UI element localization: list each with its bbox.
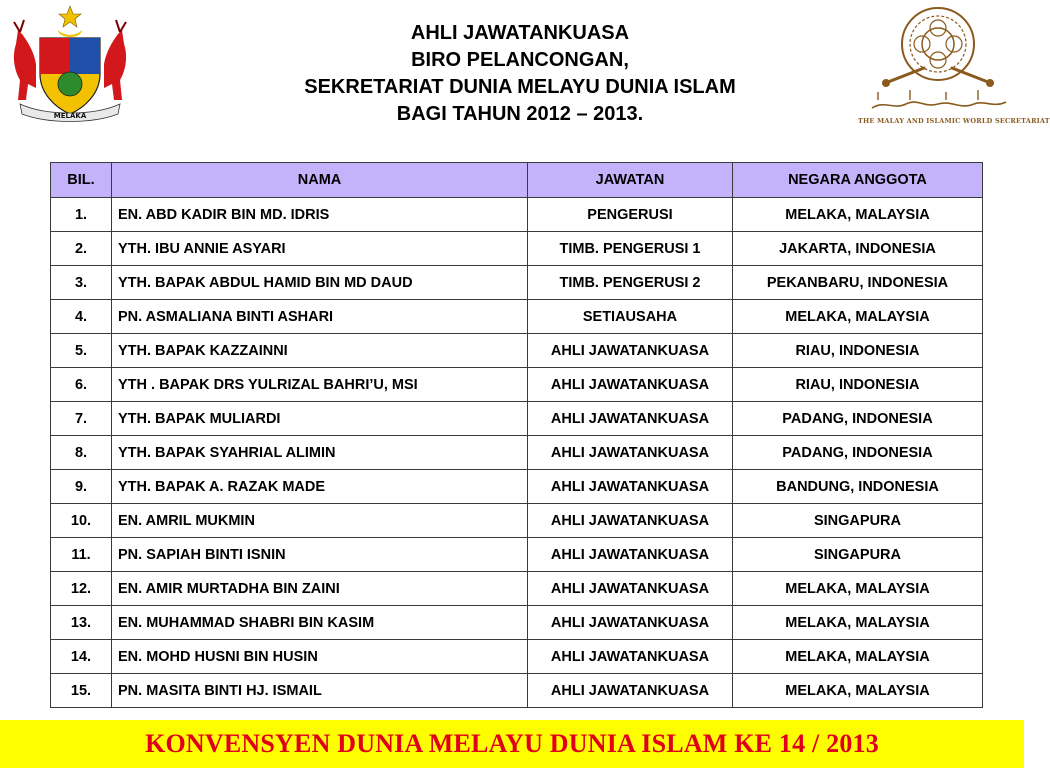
cell-negara: SINGAPURA — [733, 538, 983, 572]
cell-negara: JAKARTA, INDONESIA — [733, 232, 983, 266]
table-row — [51, 572, 983, 606]
cell-negara: BANDUNG, INDONESIA — [733, 470, 983, 504]
table-row — [51, 368, 983, 402]
cell-negara: MELAKA, MALAYSIA — [733, 198, 983, 232]
table-row — [51, 198, 983, 232]
cell-jawatan: AHLI JAWATANKUASA — [528, 504, 733, 538]
title-line-3: SEKRETARIAT DUNIA MELAYU DUNIA ISLAM — [304, 76, 736, 98]
footer-text: KONVENSYEN DUNIA MELAYU DUNIA ISLAM KE 14 / 2013 — [145, 729, 879, 758]
cell-nama: YTH. BAPAK ABDUL HAMID BIN MD DAUD — [112, 266, 528, 300]
cell-jawatan: AHLI JAWATANKUASA — [528, 334, 733, 368]
cell-negara: MELAKA, MALAYSIA — [733, 300, 983, 334]
cell-nama: YTH. BAPAK MULIARDI — [112, 402, 528, 436]
cell-nama: EN. MOHD HUSNI BIN HUSIN — [112, 640, 528, 674]
cell-nama: YTH. BAPAK A. RAZAK MADE — [112, 470, 528, 504]
cell-bil: 3. — [51, 266, 112, 300]
table-row — [51, 606, 983, 640]
column-header-bil: BIL. — [51, 163, 112, 198]
cell-jawatan: TIMB. PENGERUSI 2 — [528, 266, 733, 300]
table-row — [51, 640, 983, 674]
cell-jawatan: AHLI JAWATANKUASA — [528, 368, 733, 402]
cell-nama: EN. ABD KADIR BIN MD. IDRIS — [112, 198, 528, 232]
dmdi-secretariat-logo-icon — [858, 4, 1050, 128]
committee-members-table — [50, 162, 983, 708]
cell-nama: PN. ASMALIANA BINTI ASHARI — [112, 300, 528, 334]
cell-jawatan: AHLI JAWATANKUASA — [528, 572, 733, 606]
cell-bil: 9. — [51, 470, 112, 504]
table-row — [51, 402, 983, 436]
column-header-negara-anggota: NEGARA ANGGOTA — [733, 163, 983, 198]
cell-jawatan: AHLI JAWATANKUASA — [528, 538, 733, 572]
table-row — [51, 674, 983, 708]
cell-jawatan: AHLI JAWATANKUASA — [528, 674, 733, 708]
cell-nama: EN. MUHAMMAD SHABRI BIN KASIM — [112, 606, 528, 640]
column-header-nama: NAMA — [112, 163, 528, 198]
cell-jawatan: TIMB. PENGERUSI 1 — [528, 232, 733, 266]
table-row — [51, 504, 983, 538]
cell-nama: YTH . BAPAK DRS YULRIZAL BAHRI’U, MSI — [112, 368, 528, 402]
cell-negara: MELAKA, MALAYSIA — [733, 674, 983, 708]
title-line-1: AHLI JAWATANKUASA — [410, 22, 630, 44]
cell-jawatan: AHLI JAWATANKUASA — [528, 606, 733, 640]
table-row — [51, 538, 983, 572]
cell-negara: MELAKA, MALAYSIA — [733, 572, 983, 606]
cell-nama: YTH. BAPAK KAZZAINNI — [112, 334, 528, 368]
cell-bil: 4. — [51, 300, 112, 334]
logo-caption: THE MALAY AND ISLAMIC WORLD SECRETARIAT — [858, 117, 1050, 125]
cell-jawatan: AHLI JAWATANKUASA — [528, 402, 733, 436]
cell-nama: YTH. BAPAK SYAHRIAL ALIMIN — [112, 436, 528, 470]
title-line-4: BAGI TAHUN 2012 – 2013. — [396, 103, 644, 125]
cell-bil: 5. — [51, 334, 112, 368]
cell-bil: 10. — [51, 504, 112, 538]
cell-nama: EN. AMIR MURTADHA BIN ZAINI — [112, 572, 528, 606]
page-title — [220, 20, 820, 128]
table-row — [51, 470, 983, 504]
cell-nama: PN. MASITA BINTI HJ. ISMAIL — [112, 674, 528, 708]
title-line-2: BIRO PELANCONGAN, — [411, 49, 629, 71]
cell-bil: 7. — [51, 402, 112, 436]
cell-negara: RIAU, INDONESIA — [733, 334, 983, 368]
cell-bil: 14. — [51, 640, 112, 674]
cell-bil: 13. — [51, 606, 112, 640]
cell-bil: 6. — [51, 368, 112, 402]
column-header-jawatan: JAWATAN — [528, 163, 733, 198]
table-row — [51, 266, 983, 300]
cell-bil: 15. — [51, 674, 112, 708]
cell-negara: PEKANBARU, INDONESIA — [733, 266, 983, 300]
cell-negara: MELAKA, MALAYSIA — [733, 606, 983, 640]
cell-nama: YTH. IBU ANNIE ASYARI — [112, 232, 528, 266]
cell-bil: 11. — [51, 538, 112, 572]
cell-jawatan: AHLI JAWATANKUASA — [528, 470, 733, 504]
cell-nama: PN. SAPIAH BINTI ISNIN — [112, 538, 528, 572]
cell-negara: RIAU, INDONESIA — [733, 368, 983, 402]
table-row — [51, 232, 983, 266]
cell-negara: MELAKA, MALAYSIA — [733, 640, 983, 674]
crest-ribbon-text: MELAKA — [53, 112, 87, 120]
footer-banner — [0, 720, 1024, 768]
table-row — [51, 300, 983, 334]
cell-bil: 1. — [51, 198, 112, 232]
cell-jawatan: AHLI JAWATANKUASA — [528, 640, 733, 674]
cell-negara: PADANG, INDONESIA — [733, 402, 983, 436]
cell-bil: 8. — [51, 436, 112, 470]
table-row — [51, 436, 983, 470]
cell-negara: PADANG, INDONESIA — [733, 436, 983, 470]
table-header-row — [51, 163, 983, 198]
cell-jawatan: AHLI JAWATANKUASA — [528, 436, 733, 470]
melaka-state-crest-icon — [6, 4, 134, 124]
cell-negara: SINGAPURA — [733, 504, 983, 538]
cell-bil: 2. — [51, 232, 112, 266]
table-row — [51, 334, 983, 368]
cell-jawatan: PENGERUSI — [528, 198, 733, 232]
cell-bil: 12. — [51, 572, 112, 606]
cell-jawatan: SETIAUSAHA — [528, 300, 733, 334]
cell-nama: EN. AMRIL MUKMIN — [112, 504, 528, 538]
